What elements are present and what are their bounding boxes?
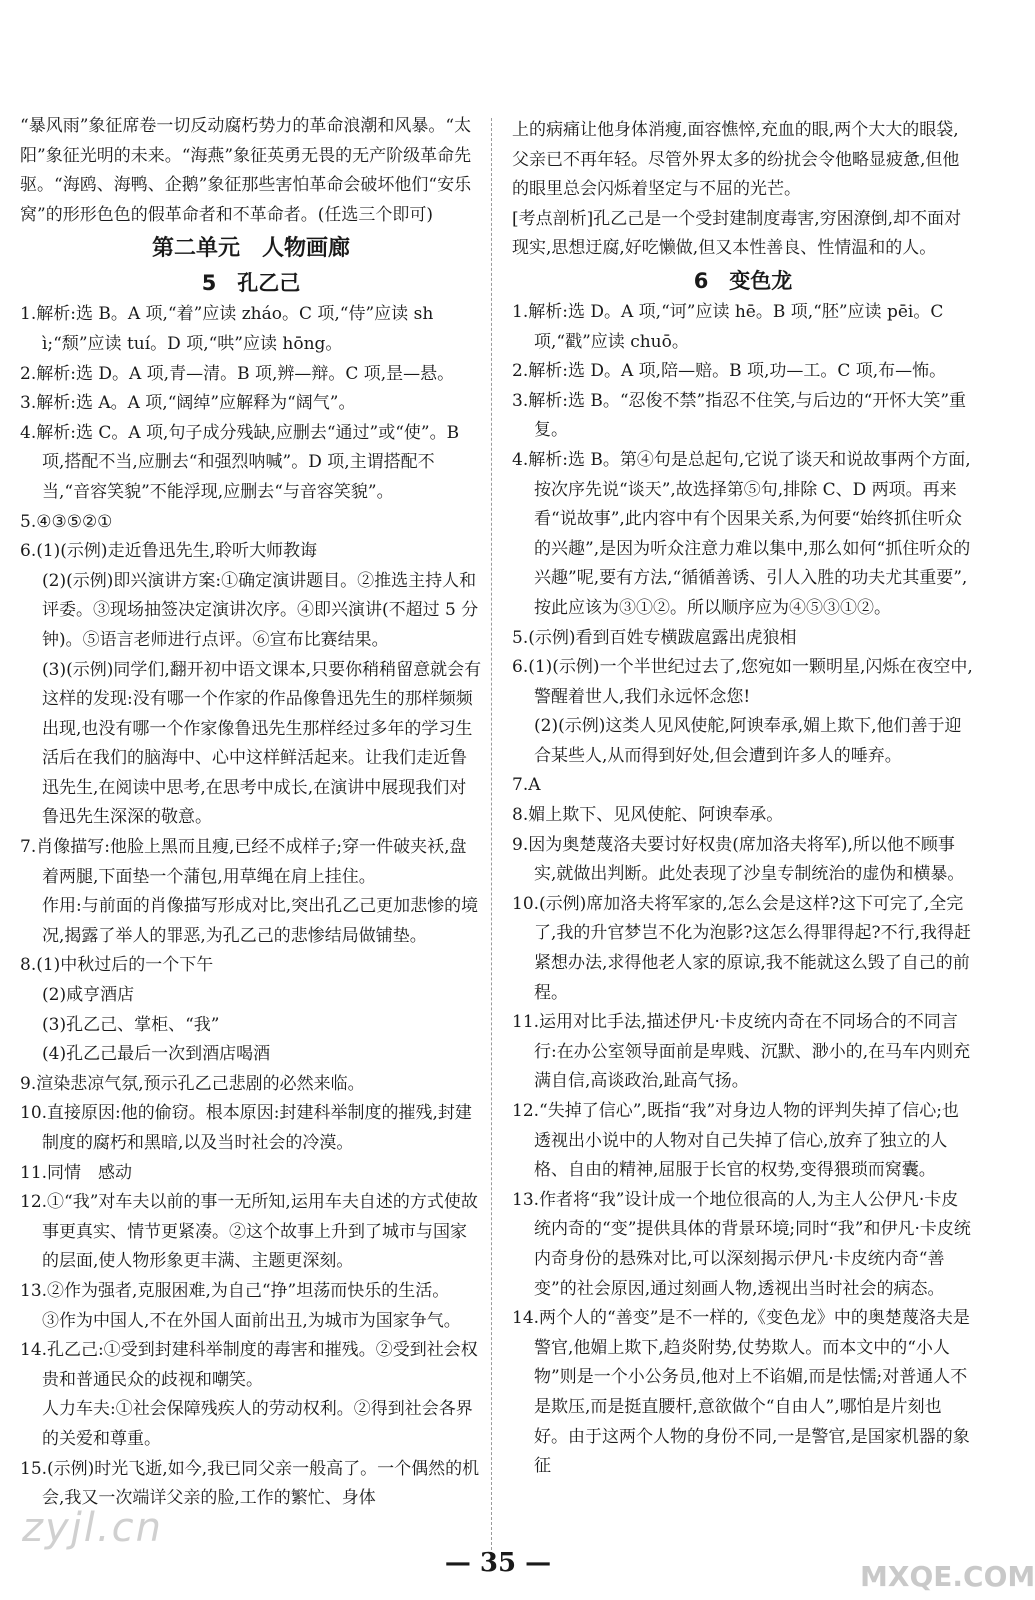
answer-item: 11.同情 感动 xyxy=(20,1162,133,1183)
page-number: — 35 — xyxy=(444,1548,552,1578)
lesson-title-5: 5 孔乙己 xyxy=(201,271,301,296)
answer-subitem: (3)孔乙己、掌柜、“我” xyxy=(42,1014,220,1035)
answer-item: 14.两个人的“善变”是不一样的,《变色龙》中的奥楚蔑洛夫是警官,他媚上欺下,趋炎附势,仗势欺人。而本文中的“小人物”则是一个小公务员,他对上不谄媚,而是怯懦;对普通人不是欺压,而是挺直腰杆,意欲做个“自由人”,哪怕是片刻也好。由于这两个人物的身份不同,一是警官,是国家机器的象征 xyxy=(512,1308,970,1477)
answer-item: 1.解析:选 B。A 项,“着”应读 zháo。C 项,“侍”应读 shì;“颓”应读 tuí。D 项,“哄”应读 hōng。 xyxy=(20,304,434,354)
answer-subitem: (2)咸亨酒店 xyxy=(42,985,135,1006)
watermark-left: zyjl.cn xyxy=(22,1505,163,1551)
answer-item: 13.作者将“我”设计成一个地位很高的人,为主人公伊凡·卡皮统内奇的“变”提供具体的背景环境;同时“我”和伊凡·卡皮统内奇身份的悬殊对比,可以深刻揭示伊凡·卡皮统内奇“善变”的社会原因,通过刻画人物,透视出当时社会的病态。 xyxy=(512,1189,971,1299)
answer-item: 9.渲染悲凉气氛,预示孔乙己悲剧的必然来临。 xyxy=(20,1073,365,1094)
answer-item: 10.直接原因:他的偷窃。根本原因:封建科举制度的摧残,封建制度的腐朽和黑暗,以及当时社会的冷漠。 xyxy=(20,1103,472,1153)
answer-item: 13.②作为强者,克服困难,为自己“挣”坦荡而快乐的生活。 xyxy=(20,1280,450,1301)
intro-paragraph: “暴风雨”象征席卷一切反动腐朽势力的革命浪潮和风暴。“太阳”象征光明的未来。“海燕”象征英勇无畏的无产阶级革命先驱。“海鸥、海鸭、企鹅”象征那些害怕革命会破坏他们“安乐窝”的形形色色的假革命者和不革命者。(任选三个即可) xyxy=(20,116,472,225)
answer-item: 7.A xyxy=(512,775,541,796)
answer-subitem: (4)孔乙己最后一次到酒店喝酒 xyxy=(42,1044,271,1065)
answer-subitem: 作用:与前面的肖像描写形成对比,突出孔乙己更加悲惨的境况,揭露了举人的罪恶,为孔乙己的悲惨结局做铺垫。 xyxy=(42,896,479,946)
answer-item: 9.因为奥楚蔑洛夫要讨好权贵(席加洛夫将军),所以他不顾事实,就做出判断。此处表现了沙皇专制统治的虚伪和横暴。 xyxy=(512,834,965,885)
answer-item: 12.“失掉了信心”,既指“我”对身边人物的评判失掉了信心;也透视出小说中的人物对自己失掉了信心,放弃了独立的人格、自由的精神,屈服于长官的权势,变得猥琐而窝囊。 xyxy=(512,1101,959,1181)
column-divider xyxy=(491,118,492,1550)
answer-item: 2.解析:选 D。A 项,陪—赔。B 项,功—工。C 项,布—怖。 xyxy=(512,361,947,382)
answer-item: 2.解析:选 D。A 项,青—清。B 项,辨—辩。C 项,昰—悬。 xyxy=(20,363,455,384)
lesson-title-6: 6 变色龙 xyxy=(693,268,793,293)
answer-item: 4.解析:选 B。第④句是总起句,它说了谈天和说故事两个方面,按次序先说“谈天”,故选择第⑤句,排除 C、D 两项。再来看“说故事”,此内容中有个因果关系,为何要“始终抓住听众的兴趣”,是因为听众注意力难以集中,那么如何“抓住听众的兴趣”呢,要有方法,“循循善诱、引人入胜的功夫尤其重要”,按此应该为③①②。所以顺序应为④⑤③①②。 xyxy=(512,449,971,618)
answer-item: 15.(示例)时光飞逝,如今,我已同父亲一般高了。一个偶然的机会,我又一次端详父亲的脸,工作的繁忙、身体 xyxy=(20,1458,480,1509)
answer-subitem: ③作为中国人,不在外国人面前出丑,为城市为国家争气。 xyxy=(42,1310,461,1331)
answer-subitem: (2)(示例)这类人见风使舵,阿谀奉承,媚上欺下,他们善于迎合某些人,从而得到好处,但会遭到许多人的唾弃。 xyxy=(534,716,962,766)
answer-item: 8.媚上欺下、见风使舵、阿谀奉承。 xyxy=(512,805,784,826)
answer-item: 14.孔乙己:①受到封建科举制度的毒害和摧残。②受到社会权贵和普通民众的歧视和嘲笑。 xyxy=(20,1340,478,1390)
answer-item: 3.解析:选 A。A 项,“阔绰”应解释为“阔气”。 xyxy=(20,393,356,414)
answer-subitem: (2)(示例)即兴演讲方案:①确定演讲题目。②推选主持人和评委。③现场抽签决定演讲次序。④即兴演讲(不超过 5 分钟)。⑤语言老师进行点评。⑥宣布比赛结果。 xyxy=(42,570,479,650)
answer-item: 10.(示例)席加洛夫将军家的,怎么会是这样?这下可完了,全完了,我的升官梦岂不化为泡影?这怎么得罪得起?不行,我得赶紧想办法,求得他老人家的原谅,我不能就这么毁了自己的前程。 xyxy=(512,893,972,1003)
watermark-right: MXQE.COM xyxy=(860,1560,1035,1593)
analysis-paragraph: [考点剖析]孔乙己是一个受封建制度毒害,穷困潦倒,却不面对现实,思想迂腐,好吃懒做,但又本性善良、性情温和的人。 xyxy=(512,208,962,259)
right-column xyxy=(512,116,974,1482)
answer-item: 11.运用对比手法,描述伊凡·卡皮统内奇在不同场合的不同言行:在办公室领导面前是卑贱、沉默、渺小的,在马车内则充满自信,高谈政治,趾高气扬。 xyxy=(512,1012,971,1092)
answer-item: 5.(示例)看到百姓专横跋扈露出虎狼相 xyxy=(512,627,797,648)
answer-subitem: 人力车夫:①社会保障残疾人的劳动权利。②得到社会各界的关爱和尊重。 xyxy=(42,1399,473,1449)
continuation-paragraph: 上的病痛让他身体消瘦,面容憔悴,充血的眼,两个大大的眼袋,父亲已不再年轻。尽管外界太多的纷扰会令他略显疲惫,但他的眼里总会闪烁着坚定与不屈的光芒。 xyxy=(512,120,960,200)
unit-title: 第二单元 人物画廊 xyxy=(151,236,350,262)
answer-item: 1.解析:选 D。A 项,“诃”应读 hē。B 项,“胚”应读 pēi。C 项,“戳”应读 chuō。 xyxy=(512,301,949,352)
answer-item: 7.肖像描写:他脸上黑而且瘦,已经不成样子;穿一件破夹袄,盘着两腿,下面垫一个蒲包,用草绳在肩上挂住。 xyxy=(20,837,467,887)
answer-item: 4.解析:选 C。A 项,句子成分残缺,应删去“通过”或“使”。B 项,搭配不当,应删去“和强烈呐喊”。D 项,主谓搭配不当,“音容笑貌”不能浮现,应删去“与音容笑貌”。 xyxy=(20,422,465,502)
answer-item: 5.④③⑤②① xyxy=(20,511,113,532)
left-column xyxy=(20,112,482,1514)
answer-subitem: (3)(示例)同学们,翻开初中语文课本,只要你稍稍留意就会有这样的发现:没有哪一个作家的作品像鲁迅先生的那样频频出现,也没有哪一个作家像鲁迅先生那样经过多年的学习生活后在我们的脑海中、心中这样鲜活起来。让我们走近鲁迅先生,在阅读中思考,在思考中成长,在演讲中展现我们对鲁迅先生深深的敬意。 xyxy=(42,659,482,828)
answer-item: 6.(1)(示例)一个半世纪过去了,您宛如一颗明星,闪烁在夜空中,警醒着世人,我们永远怀念您! xyxy=(512,657,973,707)
answer-item: 8.(1)中秋过后的一个下午 xyxy=(20,955,214,976)
answer-item: 6.(1)(示例)走近鲁迅先生,聆听大师教诲 xyxy=(20,541,317,562)
answer-item: 12.①“我”对车夫以前的事一无所知,运用车夫自述的方式使故事更真实、情节更紧凑。②这个故事上升到了城市与国家的层面,使人物形象更丰满、主题更深刻。 xyxy=(20,1192,478,1272)
answer-item: 3.解析:选 B。“忍俊不禁”指忍不住笑,与后边的“开怀大笑”重复。 xyxy=(512,390,967,441)
